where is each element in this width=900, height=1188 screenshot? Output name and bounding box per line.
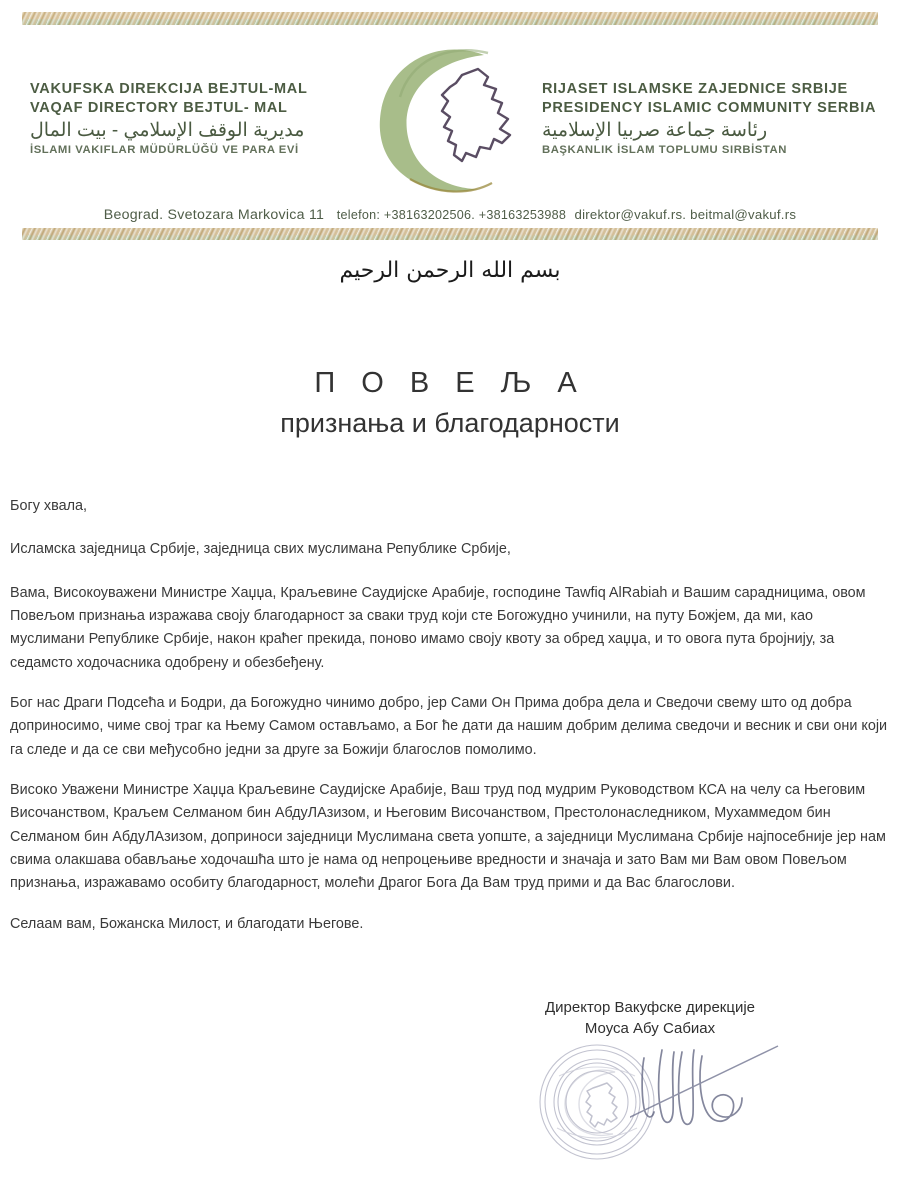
decorative-band-bottom (22, 228, 878, 240)
crescent-serbia-map-emblem (366, 39, 536, 199)
document-title-block (0, 367, 900, 439)
left-org-line-english: VAQAF DIRECTORY BEJTUL- MAL (30, 100, 288, 117)
address-text: Beograd. Svetozara Markovica 11 (103, 207, 325, 223)
left-organization-block (30, 80, 360, 158)
handwritten-signature (630, 1040, 780, 1150)
signatory-names (470, 998, 830, 1039)
body-paragraph: Вама, Високоуважени Министре Хаџџа, Краљевине Саудијске Арабије, господине Tawfiq AlRabiah и Вашим сарадницима, овом Повељом признања изражава своју благодарност за сваки труд који сте Богожудно учинили, на путу Божјем, да ми, као муслимани Републике Србије, након краћег прекида, поново имамо своју квоту за обред хаџџа, и то овога пута бројнију, за седамсто ходочасника одобрену и обезбеђену. (10, 584, 866, 671)
body-paragraph: Селаам вам, Божанска Милост, и благодати Његове. (10, 915, 364, 932)
left-org-line-serbian: VAKUFSKA DIREKCIJA BEJTUL-MAL (30, 81, 308, 98)
letterhead (0, 0, 900, 240)
contact-address-line (0, 203, 900, 228)
telephone-text: telefon: +38163202506. +38163253988 (336, 208, 567, 222)
page-title: П О В Е Љ А (314, 367, 586, 399)
right-organization-block (542, 80, 877, 158)
left-org-line-turkish: İSLAMI VAKIFLAR MÜDÜRLÜĞÜ VE PARA EVİ (30, 144, 299, 157)
basmala-text: بسم الله الرحمن الرحيم (339, 258, 561, 283)
signature-block (0, 998, 900, 1188)
left-org-line-arabic: مديرية الوقف الإسلامي - بيت المال (30, 120, 305, 142)
email-text: direktor@vakuf.rs. beitmal@vakuf.rs (574, 207, 797, 222)
decorative-band-top (22, 12, 878, 25)
signatory-name: Моуса Абу Сабиах (584, 1019, 716, 1037)
right-org-line-serbian: RIJASET ISLAMSKE ZAJEDNICE SRBIJE (542, 81, 848, 98)
letterhead-row (0, 25, 900, 203)
page-subtitle: признања и благодарности (280, 408, 620, 438)
body-paragraph: Богу хвала, (10, 498, 87, 514)
right-org-line-arabic: رئاسة جماعة صربيا الإسلامية (542, 120, 768, 142)
body-paragraph: Исламска заједница Србије, заједница свих муслимана Републике Србије, (10, 541, 511, 558)
body-paragraph: Бог нас Драги Подсећа и Бодри, да Богожудно чинимо добро, јер Сами Он Прима добра дела и Сведочи свему што од добра доприносимо, чиме свој траг ка Њему Самом остављамо, а Бог ће дати да нашим добрим делима сведочи и весник и сви они који га следе и да се сви међусобно једни за друге за Божији благослов помолимо. (10, 694, 888, 758)
body-paragraph: Високо Уважени Министре Хаџџа Краљевине Саудијске Арабије, Ваш труд под мудрим Руководством КСА на челу са Његовим Височанством, Краљем Селманом бин АбдуЛАзизом, и Његовим Височанством, Престолонаследником, Мухаммедом бин Селманом бин АбдуЛАзизом, доприноси заједници Муслимана света уопште, а заједници Муслимана Србије најпосебније јер нам свима олакшава обављање ходочашћа што је нама од непроцењиве вредности и значаја и зато Вам ми Вам овом Повељом признања, изражавамо особиту благодарност, молећи Драгог Бога Да Вам труд прими и да Вас благослови. (10, 781, 886, 892)
right-org-line-english: PRESIDENCY ISLAMIC COMMUNITY SERBIA (542, 100, 877, 117)
right-org-line-turkish: BAŞKANLIK İSLAM TOPLUMU SIRBİSTAN (542, 144, 787, 157)
signatory-title: Директор Вакуфске дирекције (544, 999, 756, 1016)
document-body (10, 495, 890, 936)
